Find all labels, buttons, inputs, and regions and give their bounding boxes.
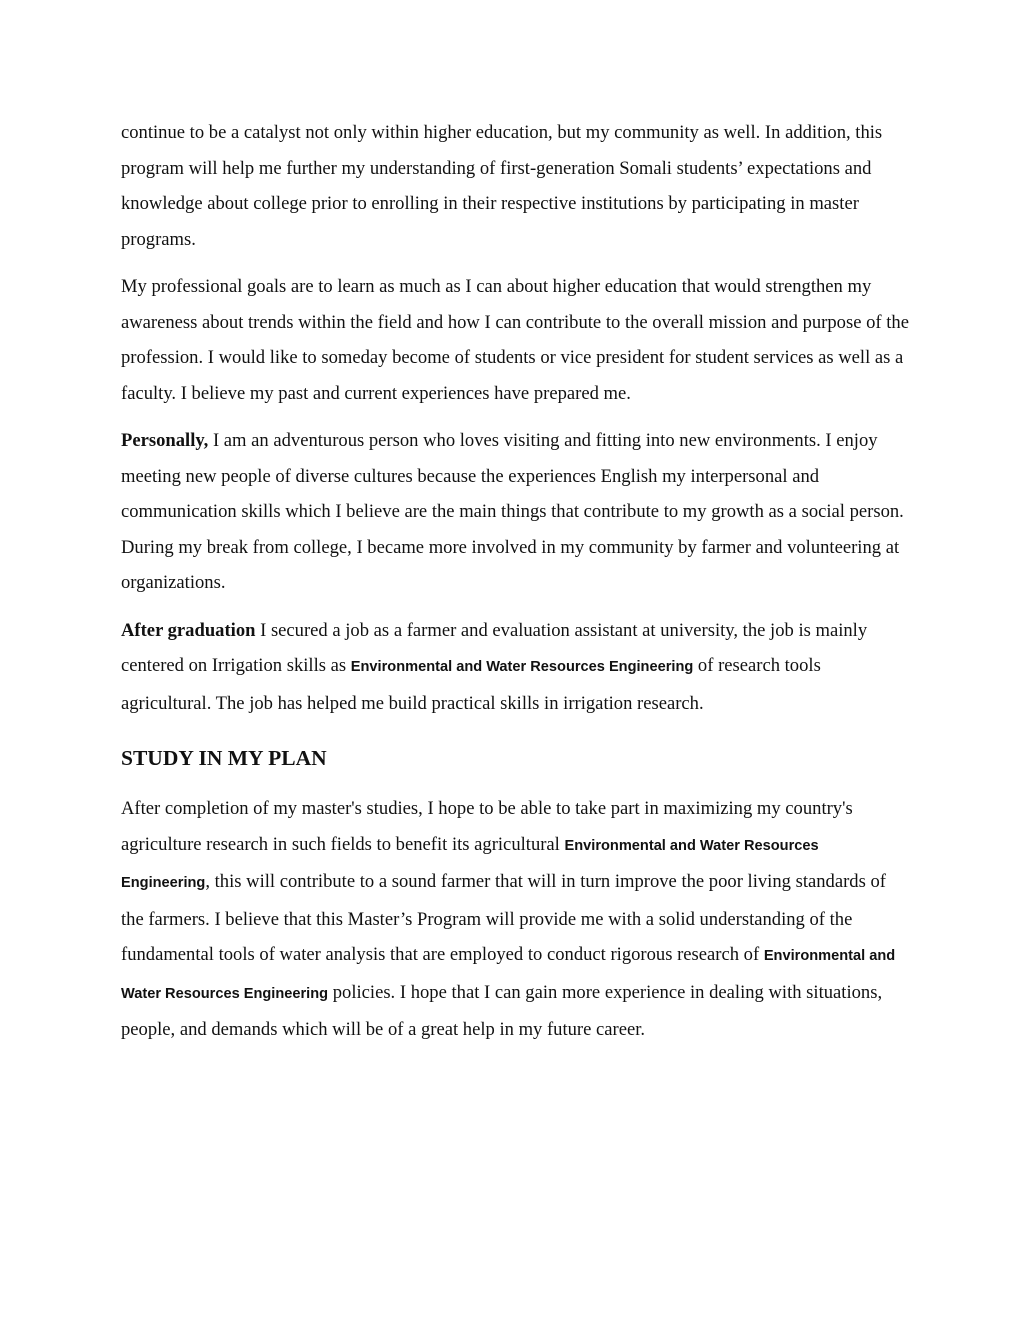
paragraph-study-plan-text-b: , this will contribute to a sound farmer that will in turn improve the poor living standards of the farmers. I believe that this Master’s Program will provide me with a solid understanding of the fundamental tools of water analysis that are employed to conduct rigorous research of <box>121 871 886 965</box>
paragraph-professional-goals <box>121 269 911 411</box>
paragraph-intro-text: continue to be a catalyst not only within higher education, but my community as well. In addition, this program will help me further my understanding of first-generation Somali students’ expectations and knowledge about college prior to enrolling in their respective institutions by participating in master programs. <box>121 122 883 250</box>
paragraph-personally <box>121 423 911 601</box>
paragraph-personally-text: I am an adventurous person who loves visiting and fitting into new environments. I enjoy meeting new people of diverse cultures because the experiences English my interpersonal and communication skills which I believe are the main things that contribute to my growth as a social person. During my break from college, I became more involved in my community by farmer and volunteering at organizations. <box>121 430 904 593</box>
paragraph-after-graduation-lead: After graduation <box>121 619 256 641</box>
paragraph-after-graduation-text-b: of research tools agricultural. The job has helped me build practical skills in irrigation research. <box>121 655 821 714</box>
paragraph-study-plan-text-a: After completion of my master's studies, I hope to be able to take part in maximizing my country's agriculture research in such fields to benefit its agricultural <box>121 798 853 855</box>
section-heading: STUDY IN MY PLAN <box>121 746 327 770</box>
paragraph-after-graduation <box>121 613 911 722</box>
paragraph-study-plan-term-1: Environmental and Water Resources Engineering <box>121 837 819 891</box>
paragraph-study-plan-term-2: Environmental and Water Resources Engineering <box>121 948 896 1002</box>
paragraph-study-plan <box>121 791 911 1048</box>
paragraph-professional-goals-text: My professional goals are to learn as much as I can about higher education that would strengthen my awareness about trends within the field and how I can contribute to the overall mission and purpose of the profession. I would like to someday become of students or vice president for student services as well as a faculty. I believe my past and current experiences have prepared me. <box>121 276 909 404</box>
document-body <box>121 115 911 1060</box>
paragraph-study-plan-text-c: policies. I hope that I can gain more experience in dealing with situations, people, and demands which will be of a great help in my future career. <box>121 981 883 1040</box>
paragraph-intro <box>121 115 911 257</box>
paragraph-after-graduation-text-a: I secured a job as a farmer and evaluation assistant at university, the job is mainly centered on Irrigation skills as <box>121 619 868 676</box>
paragraph-after-graduation-term: Environmental and Water Resources Engineering <box>350 659 694 675</box>
paragraph-personally-lead: Personally, <box>121 430 209 451</box>
